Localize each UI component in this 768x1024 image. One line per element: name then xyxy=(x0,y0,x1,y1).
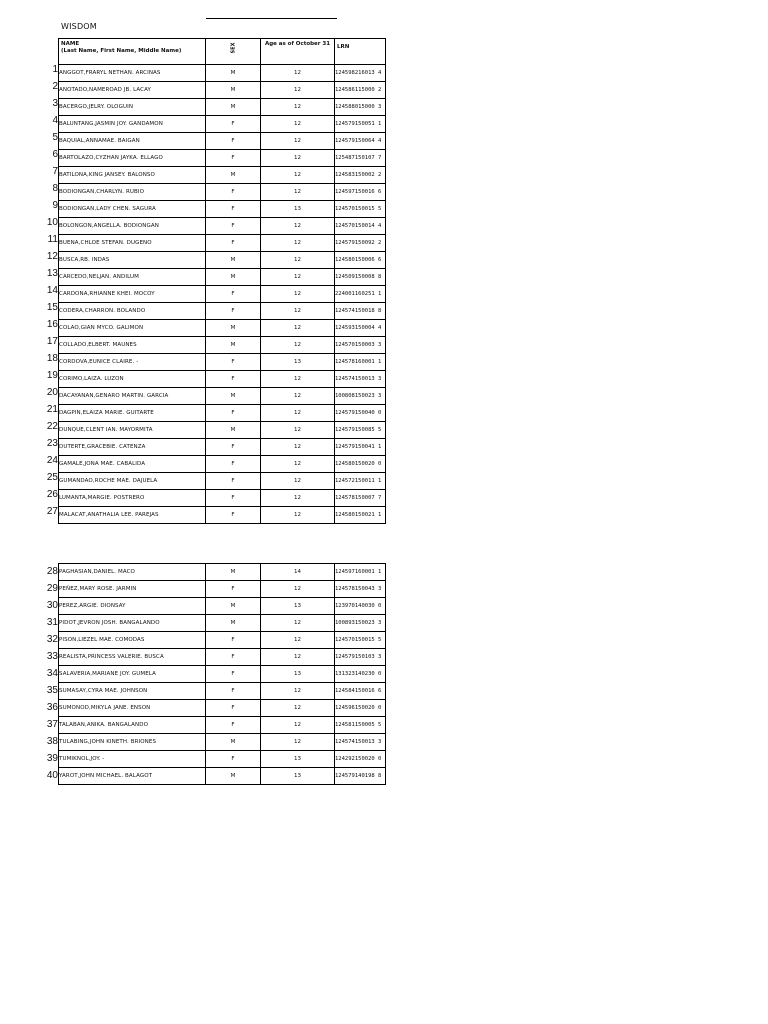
row-number: 25 xyxy=(46,472,58,483)
student-name: PAGHASIAN,DANIEL. MACO xyxy=(59,564,206,581)
student-lrn: 124570150015 5 xyxy=(335,632,386,649)
student-sex: F xyxy=(206,490,261,507)
student-age: 12 xyxy=(261,388,335,405)
class-roster-table-bottom xyxy=(58,563,386,785)
row-number: 6 xyxy=(52,149,58,160)
student-lrn: 124597160001 1 xyxy=(335,564,386,581)
student-name: TUMIKNOL,JOY. - xyxy=(59,751,206,768)
age-column-header: Age as of October 31 xyxy=(261,39,335,65)
student-sex: F xyxy=(206,133,261,150)
table-row xyxy=(59,456,386,473)
table-row xyxy=(59,99,386,116)
row-number: 36 xyxy=(46,702,58,713)
table-row xyxy=(59,65,386,82)
student-age: 13 xyxy=(261,354,335,371)
table-row xyxy=(59,133,386,150)
student-age: 12 xyxy=(261,490,335,507)
student-lrn: 124574150013 3 xyxy=(335,371,386,388)
student-lrn: 124579150085 5 xyxy=(335,422,386,439)
student-name: BACERGO,JELRY. OLOGUIN xyxy=(59,99,206,116)
row-number: 17 xyxy=(46,336,58,347)
student-lrn: 124597150016 6 xyxy=(335,184,386,201)
student-age: 13 xyxy=(261,598,335,615)
student-sex: F xyxy=(206,507,261,524)
table-row xyxy=(59,235,386,252)
student-lrn: 224001160251 1 xyxy=(335,286,386,303)
student-age: 12 xyxy=(261,649,335,666)
roster-body-top xyxy=(59,65,386,524)
student-name: GAMALE,JONA MAE. CABALIDA xyxy=(59,456,206,473)
table-row xyxy=(59,320,386,337)
student-sex: F xyxy=(206,116,261,133)
class-roster-table-top xyxy=(58,38,386,524)
student-lrn: 124509150008 8 xyxy=(335,269,386,286)
student-name: COLLADO,ELBERT. MAUNES xyxy=(59,337,206,354)
student-sex: M xyxy=(206,99,261,116)
row-number: 24 xyxy=(46,455,58,466)
table-row xyxy=(59,371,386,388)
student-sex: M xyxy=(206,82,261,99)
row-number: 13 xyxy=(46,268,58,279)
student-lrn: 124586115000 2 xyxy=(335,82,386,99)
student-sex: F xyxy=(206,201,261,218)
student-age: 12 xyxy=(261,286,335,303)
student-sex: F xyxy=(206,150,261,167)
student-age: 12 xyxy=(261,150,335,167)
table-row xyxy=(59,598,386,615)
title-underline xyxy=(206,18,337,19)
student-name: ANGGOT,FRARYL NETHAN. ARCINAS xyxy=(59,65,206,82)
row-number: 27 xyxy=(46,506,58,517)
student-sex: M xyxy=(206,337,261,354)
table-row xyxy=(59,354,386,371)
student-age: 12 xyxy=(261,252,335,269)
student-sex: F xyxy=(206,717,261,734)
student-sex: M xyxy=(206,269,261,286)
student-lrn: 124579150040 0 xyxy=(335,405,386,422)
student-sex: F xyxy=(206,354,261,371)
student-name: PEREZ,ARGIE. DIONSAY xyxy=(59,598,206,615)
student-lrn: 124580150006 6 xyxy=(335,252,386,269)
student-name: BUENA,CHLOE STEFAN. DUGENO xyxy=(59,235,206,252)
name-header-title: NAME xyxy=(61,41,80,47)
student-sex: F xyxy=(206,303,261,320)
student-sex: F xyxy=(206,184,261,201)
student-lrn: 123970140030 0 xyxy=(335,598,386,615)
student-lrn: 124593150004 4 xyxy=(335,320,386,337)
roster-body-bottom xyxy=(59,564,386,785)
table-row xyxy=(59,734,386,751)
table-row xyxy=(59,700,386,717)
table-row xyxy=(59,473,386,490)
student-name: ANOTADO,NAMEROAD JB. LACAY xyxy=(59,82,206,99)
student-age: 13 xyxy=(261,751,335,768)
student-name: YAROT,JOHN MICHAEL. BALAGOT xyxy=(59,768,206,785)
student-name: BAQUIAL,ANNAMAE. BAIGAN xyxy=(59,133,206,150)
student-sex: F xyxy=(206,286,261,303)
student-name: MALACAT,ANATHALIA LEE. PAREJAS xyxy=(59,507,206,524)
student-sex: M xyxy=(206,167,261,184)
student-sex: F xyxy=(206,683,261,700)
row-number: 11 xyxy=(47,234,58,245)
student-sex: F xyxy=(206,439,261,456)
student-age: 12 xyxy=(261,734,335,751)
student-name: BODIONGAN,LADY CHEN. SAGURA xyxy=(59,201,206,218)
student-lrn: 124580150020 0 xyxy=(335,456,386,473)
row-number: 4 xyxy=(52,115,58,126)
student-lrn: 124596150020 0 xyxy=(335,700,386,717)
table-row xyxy=(59,507,386,524)
student-lrn: 124292150020 0 xyxy=(335,751,386,768)
student-age: 12 xyxy=(261,717,335,734)
student-age: 12 xyxy=(261,581,335,598)
row-number: 1 xyxy=(52,64,58,75)
table-row xyxy=(59,615,386,632)
student-name: BOLONGON,ANGELLA. BODIONGAN xyxy=(59,218,206,235)
student-lrn: 124579150103 3 xyxy=(335,649,386,666)
student-age: 13 xyxy=(261,768,335,785)
name-column-header xyxy=(59,39,206,65)
student-age: 12 xyxy=(261,303,335,320)
table-row xyxy=(59,167,386,184)
student-lrn: 124570150003 3 xyxy=(335,337,386,354)
student-sex: M xyxy=(206,388,261,405)
row-number: 38 xyxy=(46,736,58,747)
student-name: SALAVERIA,MARIANE JOY. GUMELA xyxy=(59,666,206,683)
student-age: 12 xyxy=(261,632,335,649)
student-age: 12 xyxy=(261,456,335,473)
student-lrn: 124579150051 1 xyxy=(335,116,386,133)
student-lrn: 124572150011 1 xyxy=(335,473,386,490)
student-age: 12 xyxy=(261,320,335,337)
student-lrn: 124578150007 7 xyxy=(335,490,386,507)
row-number: 14 xyxy=(46,285,58,296)
table-row xyxy=(59,201,386,218)
student-sex: M xyxy=(206,320,261,337)
row-number: 26 xyxy=(46,489,58,500)
student-name: CARDONA,RHIANNE KHEI. MOCOY xyxy=(59,286,206,303)
student-age: 12 xyxy=(261,116,335,133)
student-name: BARTOLAZO,CYZHAN JAYKA. ELLAGO xyxy=(59,150,206,167)
row-number: 28 xyxy=(46,566,58,577)
student-name: PEÑEZ,MARY ROSE. JARMIN xyxy=(59,581,206,598)
student-sex: F xyxy=(206,371,261,388)
table-row xyxy=(59,388,386,405)
table-row xyxy=(59,405,386,422)
student-name: CORIMO,LAIZA. LUZON xyxy=(59,371,206,388)
student-lrn: 124584150016 6 xyxy=(335,683,386,700)
student-name: PISON,LIEZEL MAE. COMODAS xyxy=(59,632,206,649)
lrn-column-header: LRN xyxy=(335,39,386,65)
student-age: 12 xyxy=(261,65,335,82)
student-name: DUNQUE,CLENT IAN. MAYORMITA xyxy=(59,422,206,439)
table-row xyxy=(59,649,386,666)
student-lrn: 124581150005 5 xyxy=(335,717,386,734)
student-name: TALABAN,ANIKA. BANGALANDO xyxy=(59,717,206,734)
student-sex: F xyxy=(206,751,261,768)
student-sex: M xyxy=(206,734,261,751)
student-lrn: 131323140230 0 xyxy=(335,666,386,683)
row-number: 31 xyxy=(46,617,58,628)
table-row xyxy=(59,439,386,456)
student-sex: M xyxy=(206,252,261,269)
student-name: CORDOVA,EUNICE CLAIRE. - xyxy=(59,354,206,371)
student-name: TULABING,JOHN KINETH. BRIONES xyxy=(59,734,206,751)
student-name: BODIONGAN,CHARLYN. RUBIO xyxy=(59,184,206,201)
table-row xyxy=(59,768,386,785)
student-age: 12 xyxy=(261,422,335,439)
student-age: 14 xyxy=(261,564,335,581)
row-number: 23 xyxy=(46,438,58,449)
student-age: 13 xyxy=(261,666,335,683)
table-row xyxy=(59,218,386,235)
row-number: 8 xyxy=(52,183,58,194)
sex-column-header xyxy=(206,39,261,65)
student-name: DACAYANAN,GENARO MARTIN. GARCIA xyxy=(59,388,206,405)
table-row xyxy=(59,337,386,354)
table-row xyxy=(59,581,386,598)
row-number: 18 xyxy=(46,353,58,364)
row-number: 3 xyxy=(52,98,58,109)
student-name: DAGPIN,ELAIZA MARIE. GUITARTE xyxy=(59,405,206,422)
student-lrn: 100808150023 3 xyxy=(335,388,386,405)
table-row xyxy=(59,683,386,700)
row-number: 40 xyxy=(46,770,58,781)
row-number: 5 xyxy=(52,132,58,143)
row-number: 20 xyxy=(46,387,58,398)
student-sex: M xyxy=(206,598,261,615)
student-sex: M xyxy=(206,564,261,581)
name-header-subtitle: (Last Name, First Name, Middle Name) xyxy=(61,47,182,54)
student-name: CODERA,CHARRON. BOLANDO xyxy=(59,303,206,320)
row-number: 39 xyxy=(46,753,58,764)
student-age: 12 xyxy=(261,184,335,201)
student-age: 12 xyxy=(261,473,335,490)
header-row xyxy=(59,39,386,65)
table-row xyxy=(59,286,386,303)
row-number: 30 xyxy=(46,600,58,611)
row-number: 37 xyxy=(46,719,58,730)
student-sex: F xyxy=(206,456,261,473)
table-row xyxy=(59,150,386,167)
student-name: CARCEDO,NELJAN. ANDILUM xyxy=(59,269,206,286)
student-name: PIDOT,JEVRON JOSH. BANGALANDO xyxy=(59,615,206,632)
row-number: 29 xyxy=(46,583,58,594)
table-row xyxy=(59,490,386,507)
student-sex: M xyxy=(206,768,261,785)
student-name: SUMASAY,CYRA MAE. JOHNSON xyxy=(59,683,206,700)
student-age: 12 xyxy=(261,700,335,717)
table-row xyxy=(59,269,386,286)
student-lrn: 124578160001 1 xyxy=(335,354,386,371)
row-number: 16 xyxy=(46,319,58,330)
student-sex: F xyxy=(206,405,261,422)
row-number: 12 xyxy=(46,251,58,262)
student-sex: F xyxy=(206,473,261,490)
student-sex: F xyxy=(206,649,261,666)
row-number: 7 xyxy=(52,166,58,177)
student-lrn: 124598216013 4 xyxy=(335,65,386,82)
section-name: WISDOM xyxy=(61,22,97,31)
student-name: GUMANDAO,ROCHE MAE. DAJUELA xyxy=(59,473,206,490)
student-lrn: 124579150092 2 xyxy=(335,235,386,252)
row-number: 22 xyxy=(46,421,58,432)
row-number: 33 xyxy=(46,651,58,662)
table-row xyxy=(59,82,386,99)
student-age: 12 xyxy=(261,683,335,700)
table-row xyxy=(59,303,386,320)
student-age: 12 xyxy=(261,337,335,354)
row-number: 15 xyxy=(46,302,58,313)
row-number: 32 xyxy=(46,634,58,645)
student-lrn: 100893150023 3 xyxy=(335,615,386,632)
row-number: 34 xyxy=(46,668,58,679)
student-age: 12 xyxy=(261,133,335,150)
student-age: 12 xyxy=(261,439,335,456)
student-age: 12 xyxy=(261,167,335,184)
student-age: 12 xyxy=(261,615,335,632)
student-sex: M xyxy=(206,65,261,82)
student-lrn: 124574150013 3 xyxy=(335,734,386,751)
student-name: BALUNTANG,JASMIN JOY. GANDAMON xyxy=(59,116,206,133)
student-lrn: 124570150015 5 xyxy=(335,201,386,218)
row-number: 19 xyxy=(46,370,58,381)
table-row xyxy=(59,184,386,201)
student-age: 13 xyxy=(261,201,335,218)
student-sex: F xyxy=(206,218,261,235)
student-lrn: 124583150002 2 xyxy=(335,167,386,184)
student-name: COLAO,GIAN MYCO. GALIMON xyxy=(59,320,206,337)
student-lrn: 124578150043 3 xyxy=(335,581,386,598)
table-row xyxy=(59,666,386,683)
student-sex: M xyxy=(206,422,261,439)
student-age: 12 xyxy=(261,218,335,235)
table-row xyxy=(59,252,386,269)
student-sex: F xyxy=(206,666,261,683)
student-sex: F xyxy=(206,632,261,649)
table-row xyxy=(59,116,386,133)
student-lrn: 124579150064 4 xyxy=(335,133,386,150)
student-lrn: 124574150018 8 xyxy=(335,303,386,320)
table-row xyxy=(59,564,386,581)
student-lrn: 125487150107 7 xyxy=(335,150,386,167)
sex-header-label: SEX xyxy=(230,42,236,54)
student-age: 12 xyxy=(261,82,335,99)
student-age: 12 xyxy=(261,405,335,422)
student-sex: M xyxy=(206,615,261,632)
student-name: BUSCA,RB. INDAS xyxy=(59,252,206,269)
student-name: DUTERTE,GRACEBIE. CATENZA xyxy=(59,439,206,456)
table-row xyxy=(59,717,386,734)
row-number: 10 xyxy=(46,217,58,228)
student-age: 12 xyxy=(261,269,335,286)
student-lrn: 124579150041 1 xyxy=(335,439,386,456)
student-lrn: 124588015000 3 xyxy=(335,99,386,116)
student-name: SUMONOD,MIKYLA JANE. ENSON xyxy=(59,700,206,717)
student-age: 12 xyxy=(261,507,335,524)
row-number: 35 xyxy=(46,685,58,696)
row-number: 9 xyxy=(52,200,58,211)
table-row xyxy=(59,632,386,649)
student-sex: F xyxy=(206,235,261,252)
student-sex: F xyxy=(206,581,261,598)
row-number: 2 xyxy=(52,81,58,92)
student-lrn: 124580150021 1 xyxy=(335,507,386,524)
student-age: 12 xyxy=(261,235,335,252)
student-age: 12 xyxy=(261,99,335,116)
student-name: LUMANTA,MARGIE. POSTRERO xyxy=(59,490,206,507)
student-lrn: 124570150014 4 xyxy=(335,218,386,235)
student-age: 12 xyxy=(261,371,335,388)
student-sex: F xyxy=(206,700,261,717)
table-row xyxy=(59,751,386,768)
student-lrn: 124579140198 8 xyxy=(335,768,386,785)
student-name: REALISTA,PRINCESS VALERIE. BUSCA xyxy=(59,649,206,666)
student-name: BATILONA,KING JANSEY. BALONSO xyxy=(59,167,206,184)
table-row xyxy=(59,422,386,439)
row-number: 21 xyxy=(46,404,58,415)
